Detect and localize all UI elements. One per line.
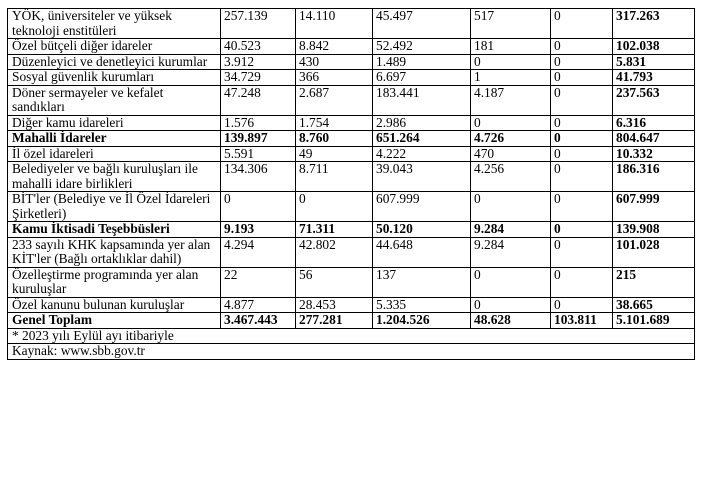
value-col-3: 2.986 — [373, 115, 471, 131]
value-col-3: 1.489 — [373, 54, 471, 70]
row-label: YÖK, üniversiteler ve yüksek teknoloji enstitüleri — [8, 9, 221, 39]
value-col-5: 103.811 — [551, 313, 613, 329]
value-col-4: 0 — [471, 54, 551, 70]
value-col-2: 8.711 — [296, 162, 373, 192]
row-total: 41.793 — [613, 70, 695, 86]
value-col-4: 4.726 — [471, 131, 551, 147]
value-col-2: 1.754 — [296, 115, 373, 131]
value-col-3: 4.222 — [373, 146, 471, 162]
table-notes — [8, 328, 695, 359]
row-label: Özel bütçeli diğer idareler — [8, 39, 221, 55]
row-label: Mahalli İdareler — [8, 131, 221, 147]
value-col-5: 0 — [551, 162, 613, 192]
value-col-2: 277.281 — [296, 313, 373, 329]
source-row — [8, 344, 695, 360]
row-label: BİT'ler (Belediye ve İl Özel İdareleri Şirketleri) — [8, 192, 221, 222]
statistics-table-container — [7, 8, 694, 360]
value-col-4: 48.628 — [471, 313, 551, 329]
value-col-2: 14.110 — [296, 9, 373, 39]
row-total: 804.647 — [613, 131, 695, 147]
table-row — [8, 222, 695, 238]
value-col-1: 47.248 — [221, 85, 296, 115]
value-col-4: 0 — [471, 297, 551, 313]
value-col-5: 0 — [551, 297, 613, 313]
table-row — [8, 313, 695, 329]
value-col-5: 0 — [551, 70, 613, 86]
value-col-4: 0 — [471, 115, 551, 131]
value-col-4: 9.284 — [471, 237, 551, 267]
value-col-2: 0 — [296, 192, 373, 222]
row-total: 10.332 — [613, 146, 695, 162]
row-total: 139.908 — [613, 222, 695, 238]
value-col-2: 56 — [296, 267, 373, 297]
value-col-3: 607.999 — [373, 192, 471, 222]
row-total: 101.028 — [613, 237, 695, 267]
row-label: İl özel idareleri — [8, 146, 221, 162]
value-col-2: 49 — [296, 146, 373, 162]
value-col-5: 0 — [551, 131, 613, 147]
value-col-4: 181 — [471, 39, 551, 55]
employment-statistics-table — [7, 8, 695, 360]
table-row — [8, 192, 695, 222]
table-row — [8, 115, 695, 131]
value-col-1: 3.912 — [221, 54, 296, 70]
value-col-2: 71.311 — [296, 222, 373, 238]
value-col-3: 6.697 — [373, 70, 471, 86]
footnote-text: * 2023 yılı Eylül ayı itibariyle — [8, 328, 695, 344]
table-row — [8, 237, 695, 267]
row-label: Özelleştirme programında yer alan kuruluşlar — [8, 267, 221, 297]
value-col-5: 0 — [551, 9, 613, 39]
value-col-1: 4.877 — [221, 297, 296, 313]
table-row — [8, 85, 695, 115]
row-total: 237.563 — [613, 85, 695, 115]
row-label: 233 sayılı KHK kapsamında yer alan KİT'ler (Bağlı ortaklıklar dahil) — [8, 237, 221, 267]
source-text: Kaynak: www.sbb.gov.tr — [8, 344, 695, 360]
value-col-3: 5.335 — [373, 297, 471, 313]
value-col-2: 430 — [296, 54, 373, 70]
row-total: 317.263 — [613, 9, 695, 39]
table-row — [8, 70, 695, 86]
table-row — [8, 54, 695, 70]
value-col-3: 137 — [373, 267, 471, 297]
row-total: 38.665 — [613, 297, 695, 313]
value-col-1: 40.523 — [221, 39, 296, 55]
row-label: Kamu İktisadi Teşebbüsleri — [8, 222, 221, 238]
row-label: Özel kanunu bulunan kuruluşlar — [8, 297, 221, 313]
value-col-3: 50.120 — [373, 222, 471, 238]
table-row — [8, 9, 695, 39]
value-col-1: 4.294 — [221, 237, 296, 267]
footnote-row — [8, 328, 695, 344]
value-col-1: 134.306 — [221, 162, 296, 192]
value-col-2: 42.802 — [296, 237, 373, 267]
value-col-2: 366 — [296, 70, 373, 86]
row-total: 6.316 — [613, 115, 695, 131]
value-col-5: 0 — [551, 85, 613, 115]
value-col-3: 39.043 — [373, 162, 471, 192]
value-col-2: 8.842 — [296, 39, 373, 55]
table-row — [8, 162, 695, 192]
row-total: 5.101.689 — [613, 313, 695, 329]
value-col-5: 0 — [551, 267, 613, 297]
value-col-1: 257.139 — [221, 9, 296, 39]
table-row — [8, 146, 695, 162]
row-total: 607.999 — [613, 192, 695, 222]
value-col-3: 45.497 — [373, 9, 471, 39]
row-label: Sosyal güvenlik kurumları — [8, 70, 221, 86]
row-total: 215 — [613, 267, 695, 297]
value-col-4: 9.284 — [471, 222, 551, 238]
value-col-2: 28.453 — [296, 297, 373, 313]
value-col-4: 1 — [471, 70, 551, 86]
value-col-1: 34.729 — [221, 70, 296, 86]
value-col-1: 5.591 — [221, 146, 296, 162]
row-label: Belediyeler ve bağlı kuruluşları ile mahalli idare birlikleri — [8, 162, 221, 192]
table-row — [8, 39, 695, 55]
table-body — [8, 9, 695, 329]
value-col-3: 183.441 — [373, 85, 471, 115]
value-col-3: 44.648 — [373, 237, 471, 267]
value-col-4: 470 — [471, 146, 551, 162]
value-col-5: 0 — [551, 146, 613, 162]
row-label: Döner sermayeler ve kefalet sandıkları — [8, 85, 221, 115]
table-row — [8, 267, 695, 297]
table-row — [8, 297, 695, 313]
value-col-3: 1.204.526 — [373, 313, 471, 329]
value-col-1: 9.193 — [221, 222, 296, 238]
row-label: Diğer kamu idareleri — [8, 115, 221, 131]
value-col-4: 0 — [471, 192, 551, 222]
value-col-4: 517 — [471, 9, 551, 39]
value-col-5: 0 — [551, 222, 613, 238]
value-col-5: 0 — [551, 192, 613, 222]
value-col-1: 0 — [221, 192, 296, 222]
value-col-4: 4.187 — [471, 85, 551, 115]
value-col-4: 0 — [471, 267, 551, 297]
value-col-2: 8.760 — [296, 131, 373, 147]
value-col-4: 4.256 — [471, 162, 551, 192]
value-col-5: 0 — [551, 237, 613, 267]
value-col-5: 0 — [551, 39, 613, 55]
row-total: 102.038 — [613, 39, 695, 55]
row-total: 5.831 — [613, 54, 695, 70]
value-col-1: 3.467.443 — [221, 313, 296, 329]
row-label: Düzenleyici ve denetleyici kurumlar — [8, 54, 221, 70]
row-label: Genel Toplam — [8, 313, 221, 329]
row-total: 186.316 — [613, 162, 695, 192]
value-col-1: 22 — [221, 267, 296, 297]
value-col-3: 651.264 — [373, 131, 471, 147]
value-col-5: 0 — [551, 115, 613, 131]
value-col-2: 2.687 — [296, 85, 373, 115]
value-col-5: 0 — [551, 54, 613, 70]
value-col-3: 52.492 — [373, 39, 471, 55]
table-row — [8, 131, 695, 147]
value-col-1: 139.897 — [221, 131, 296, 147]
value-col-1: 1.576 — [221, 115, 296, 131]
